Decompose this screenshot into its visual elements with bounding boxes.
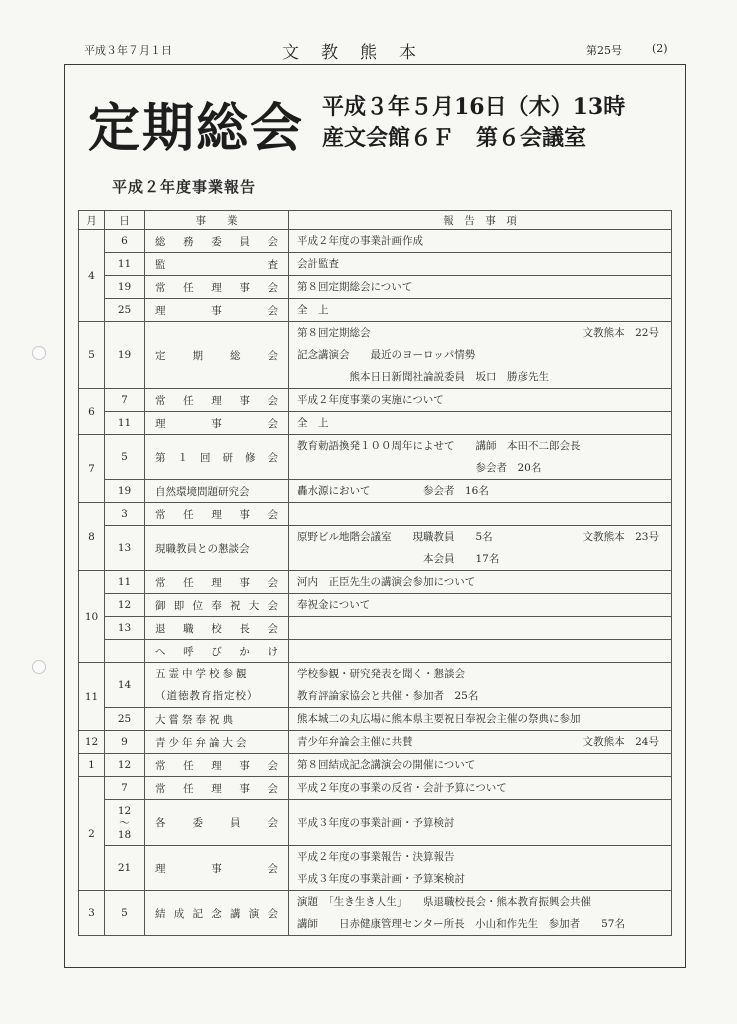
day-cell: 5 bbox=[105, 435, 145, 480]
table-row bbox=[79, 480, 672, 503]
table-row bbox=[79, 594, 672, 617]
table-row bbox=[79, 412, 672, 435]
day-end: 18 bbox=[117, 828, 132, 841]
report-text: 平成２年度の事業計画作成 bbox=[297, 235, 423, 247]
report-text: 演題 「生き生き人生」 県退職校長会・熊本教育振興会共催 bbox=[297, 896, 591, 908]
month-cell: 11 bbox=[79, 663, 105, 731]
event-cell: 自然環境問題研究会 bbox=[145, 480, 289, 503]
report-text: 奉祝金について bbox=[297, 599, 371, 611]
table-row bbox=[79, 322, 672, 389]
month-cell: 10 bbox=[79, 571, 105, 663]
event-cell: 現職教員との懇談会 bbox=[145, 526, 289, 571]
issue-ref: 文教熊本 23号 bbox=[582, 531, 659, 543]
event-cell: 大嘗祭奉祝典 bbox=[145, 708, 289, 731]
table-row bbox=[79, 640, 672, 663]
report-cell bbox=[289, 435, 672, 480]
month-cell: 4 bbox=[79, 230, 105, 322]
report-cell bbox=[289, 276, 672, 299]
month-cell: 2 bbox=[79, 777, 105, 891]
table-row bbox=[79, 253, 672, 276]
event-cell: 常任理事会 bbox=[145, 754, 289, 777]
report-cell bbox=[289, 640, 672, 663]
event-cell: 理 事 会 bbox=[145, 412, 289, 435]
event-cell: 青少年弁論大会 bbox=[145, 731, 289, 754]
report-text: 青少年弁論会主催に共賛 bbox=[297, 736, 413, 748]
report-text: 第８回結成記念講演会の開催について bbox=[297, 759, 476, 771]
report-cell bbox=[289, 299, 672, 322]
report-cell bbox=[289, 663, 672, 708]
table-row bbox=[79, 663, 672, 708]
day-cell: 25 bbox=[105, 299, 145, 322]
table-body bbox=[79, 230, 672, 936]
report-subtitle: 平成２年度事業報告 bbox=[112, 178, 257, 196]
report-cell bbox=[289, 594, 672, 617]
month-cell: 3 bbox=[79, 891, 105, 936]
report-text: 会計監査 bbox=[297, 258, 339, 270]
day-cell: 11 bbox=[105, 571, 145, 594]
header-page-number: (2) bbox=[652, 42, 668, 55]
month-cell: 5 bbox=[79, 322, 105, 389]
event-cell: 常任理事会 bbox=[145, 777, 289, 800]
month-cell: 8 bbox=[79, 503, 105, 571]
report-text: 平成３年度の事業計画・予算検討 bbox=[297, 816, 455, 829]
report-text: 平成２年度の事業の反省・会計予算について bbox=[297, 782, 507, 794]
report-cell bbox=[289, 503, 672, 526]
event-cell: 理 事 会 bbox=[145, 846, 289, 891]
day-cell: 13 bbox=[105, 526, 145, 571]
report-cell bbox=[289, 846, 672, 891]
report-cell bbox=[289, 617, 672, 640]
report-cell bbox=[289, 526, 672, 571]
article-title: 定期総会 bbox=[88, 98, 305, 159]
month-cell: 1 bbox=[79, 754, 105, 777]
report-text: 平成２年度の事業報告・決算報告 bbox=[297, 851, 455, 863]
report-cell bbox=[289, 777, 672, 800]
table-row bbox=[79, 230, 672, 253]
day-cell: 19 bbox=[105, 276, 145, 299]
day-cell: 25 bbox=[105, 708, 145, 731]
day-cell: 13 bbox=[105, 617, 145, 640]
table-row bbox=[79, 617, 672, 640]
table-row bbox=[79, 731, 672, 754]
table-row bbox=[79, 571, 672, 594]
day-cell: 12 bbox=[105, 754, 145, 777]
report-cell bbox=[289, 708, 672, 731]
meeting-venue: 産文会館６Ｆ 第６会議室 bbox=[322, 125, 587, 151]
report-text: 教育評論家協会と共催・参加者 25名 bbox=[297, 690, 479, 702]
event-cell: 理 事 会 bbox=[145, 299, 289, 322]
day-range-cell bbox=[105, 800, 145, 846]
report-cell bbox=[289, 731, 672, 754]
table-row bbox=[79, 891, 672, 936]
event-cell: 常任理事会 bbox=[145, 276, 289, 299]
report-text: 教育勅語換発１００周年によせて 講師 本田不二郎会長 bbox=[297, 440, 581, 452]
day-start: 12 bbox=[117, 804, 132, 817]
table-row bbox=[79, 276, 672, 299]
report-cell bbox=[289, 322, 672, 389]
day-cell: 5 bbox=[105, 891, 145, 936]
table-row bbox=[79, 526, 672, 571]
report-text: 第８回定期総会について bbox=[297, 281, 413, 293]
month-cell: 7 bbox=[79, 435, 105, 503]
day-cell: 9 bbox=[105, 731, 145, 754]
table-row bbox=[79, 299, 672, 322]
report-cell bbox=[289, 571, 672, 594]
report-cell bbox=[289, 800, 672, 846]
table-row bbox=[79, 503, 672, 526]
month-cell: 6 bbox=[79, 389, 105, 435]
event-cell: 各委員会 bbox=[145, 800, 289, 846]
report-text: 平成２年度事業の実施について bbox=[297, 394, 444, 406]
day-cell: 19 bbox=[105, 480, 145, 503]
event-note: （道徳教育指定校） bbox=[155, 690, 259, 702]
header-date: 平成３年７月１日 bbox=[84, 44, 172, 57]
report-text: 講師 日赤健康管理センター所長 小山和作先生 参加者 57名 bbox=[297, 918, 625, 930]
day-cell: 12 bbox=[105, 594, 145, 617]
report-cell bbox=[289, 389, 672, 412]
day-cell: 11 bbox=[105, 253, 145, 276]
col-header-report: 報 告 事 項 bbox=[289, 211, 672, 230]
day-cell bbox=[105, 640, 145, 663]
report-cell bbox=[289, 253, 672, 276]
table-row bbox=[79, 435, 672, 480]
day-cell: 21 bbox=[105, 846, 145, 891]
day-cell: 6 bbox=[105, 230, 145, 253]
day-cell: 19 bbox=[105, 322, 145, 389]
event-cell: 定期総会 bbox=[145, 322, 289, 389]
day-cell: 7 bbox=[105, 389, 145, 412]
report-cell bbox=[289, 230, 672, 253]
activity-report-table bbox=[78, 210, 672, 936]
report-text: 原野ビル地階会議室 現職教員 5名 bbox=[297, 531, 493, 543]
event-cell bbox=[145, 663, 289, 708]
day-cell: 14 bbox=[105, 663, 145, 708]
event-cell: 常任理事会 bbox=[145, 571, 289, 594]
report-cell bbox=[289, 891, 672, 936]
meeting-datetime: 平成３年５月16日（木）13時 bbox=[322, 94, 626, 120]
report-cell bbox=[289, 754, 672, 777]
report-text: 全 上 bbox=[297, 304, 329, 316]
event-cell: 第１回研修会 bbox=[145, 435, 289, 480]
day-cell: 3 bbox=[105, 503, 145, 526]
event-cell: へ呼びかけ bbox=[145, 640, 289, 663]
table-row bbox=[79, 754, 672, 777]
table-row bbox=[79, 777, 672, 800]
report-text: 轟水源において 参会者 16名 bbox=[297, 485, 489, 497]
table-header-row bbox=[79, 211, 672, 230]
report-cell bbox=[289, 412, 672, 435]
report-text: 本会員 17名 bbox=[297, 553, 500, 565]
header-newsletter-name: 文教熊本 bbox=[282, 43, 438, 63]
report-cell bbox=[289, 480, 672, 503]
col-header-day: 日 bbox=[105, 211, 145, 230]
event-cell: 総務委員会 bbox=[145, 230, 289, 253]
day-cell: 7 bbox=[105, 777, 145, 800]
meeting-info bbox=[322, 92, 625, 154]
report-text: 記念講演会 最近のヨーロッパ情勢 bbox=[297, 349, 476, 361]
table-row bbox=[79, 389, 672, 412]
month-cell: 12 bbox=[79, 731, 105, 754]
event-name: 五霊中学校参観 bbox=[155, 668, 250, 680]
report-text: 参会者 20名 bbox=[297, 462, 542, 474]
table-row bbox=[79, 800, 672, 846]
day-cell: 11 bbox=[105, 412, 145, 435]
event-cell: 常任理事会 bbox=[145, 503, 289, 526]
report-text: 熊本城二の丸広場に熊本県主要祝日奉祝会主催の祭典に参加 bbox=[297, 713, 581, 725]
binder-hole-top bbox=[32, 346, 46, 360]
report-text: 熊本日日新聞社論説委員 坂口 勝彦先生 bbox=[297, 371, 549, 383]
report-text: 全 上 bbox=[297, 417, 329, 429]
report-text: 平成３年度の事業計画・予算案検討 bbox=[297, 873, 465, 885]
issue-ref: 文教熊本 22号 bbox=[582, 327, 659, 339]
binder-hole-bottom bbox=[32, 660, 46, 674]
page-header bbox=[60, 38, 680, 63]
event-cell: 結成記念講演会 bbox=[145, 891, 289, 936]
event-cell: 監 査 bbox=[145, 253, 289, 276]
report-text: 河内 正臣先生の講演会参加について bbox=[297, 576, 476, 588]
event-cell: 退職校長会 bbox=[145, 617, 289, 640]
issue-ref: 文教熊本 24号 bbox=[582, 736, 659, 748]
table-row bbox=[79, 708, 672, 731]
event-cell: 御即位奉祝大会 bbox=[145, 594, 289, 617]
report-text: 学校参観・研究発表を聞く・懇談会 bbox=[297, 668, 465, 680]
day-range-sep: ～ bbox=[119, 816, 130, 829]
event-cell: 常任理事会 bbox=[145, 389, 289, 412]
header-issue-number: 第25号 bbox=[586, 44, 622, 57]
table-row bbox=[79, 846, 672, 891]
report-text: 第８回定期総会 bbox=[297, 327, 371, 339]
col-header-month: 月 bbox=[79, 211, 105, 230]
col-header-event: 事 業 bbox=[145, 211, 289, 230]
